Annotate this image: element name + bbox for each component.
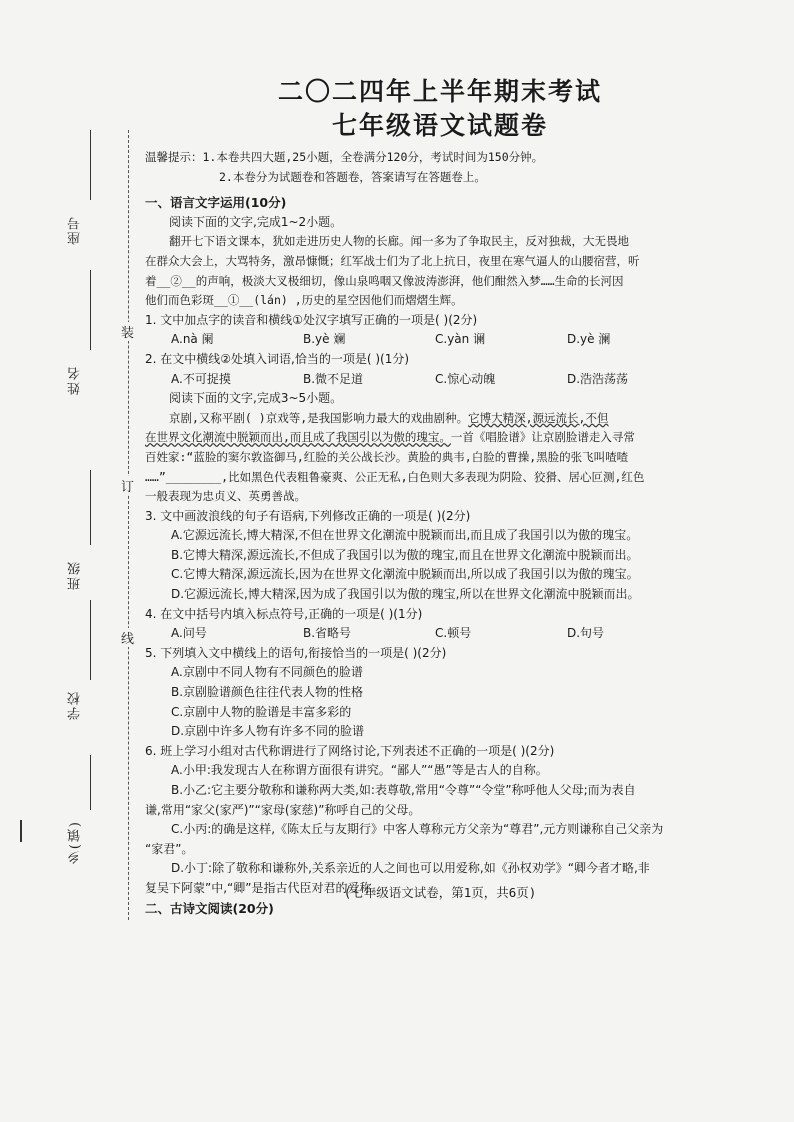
seat-blank-line bbox=[90, 130, 91, 200]
q2-option-b: B.微不足道 bbox=[303, 371, 364, 386]
q2-option-c: C.惊心动魄 bbox=[435, 371, 496, 386]
q6-option-a: A.小甲:我发现古人在称谓方面很有讲究。“鄙人”“愚”等是古人的自称。 bbox=[171, 763, 548, 778]
exam-title: 二〇二四年上半年期末考试 bbox=[277, 77, 602, 106]
q4-option-d: D.句号 bbox=[567, 626, 605, 641]
passage-2-line bbox=[145, 409, 745, 429]
wavy-sentence-part: 它博大精深,源远流长,不但 bbox=[468, 410, 609, 425]
side-label-town: 乡(镇) bbox=[68, 820, 83, 865]
q6-option-b: B.小乙:它主要分敬称和谦称两大类,如:表尊敬,常用“令尊”“令堂”称呼他人父母;而为表自 bbox=[171, 783, 636, 797]
page-footer: (七年级语文试卷，第1页，共6页) bbox=[343, 885, 537, 900]
q3-option-d: D.它源远流长,博大精深,因为成了我国引以为傲的瑰宝,所以在世界文化潮流中脱颖而出。 bbox=[171, 587, 640, 602]
q1-option-a: A.nà 阑 bbox=[171, 332, 214, 347]
passage-2-line: ……”________,比如黑色代表粗鲁豪爽、公正无私,白色则大多表现为阴险、狡猾、居心叵测,红色 bbox=[145, 469, 645, 484]
question-4: 4. 在文中括号内填入标点符号,正确的一项是( )(1分) bbox=[145, 606, 423, 621]
passage-2-text: 一首《唱脸谱》让京剧脸谱走入寻常 bbox=[450, 430, 635, 445]
q5-option-c: C.京剧中人物的脸谱是丰富多彩的 bbox=[171, 704, 352, 719]
notice-line-2: 2.本卷分为试题卷和答题卷，答案请写在答题卷上。 bbox=[219, 169, 486, 184]
passage-1-line: 在群众大会上，大骂特务，激昂慷慨；红军战士们为了北上抗日，夜里在寒气逼人的山腰宿营，听 bbox=[145, 253, 640, 268]
q2-option-a: A.不可捉摸 bbox=[171, 371, 231, 386]
passage-2-line: 一般表现为忠贞义、英勇善战。 bbox=[145, 489, 306, 504]
q5-option-a: A.京剧中不同人物有不同颜色的脸谱 bbox=[171, 665, 363, 680]
binding-dashed-line bbox=[128, 130, 129, 920]
q2-option-d: D.浩浩荡荡 bbox=[567, 371, 629, 386]
school-blank-line bbox=[90, 600, 91, 680]
q6-option-c-cont: “家君”。 bbox=[145, 841, 194, 856]
side-label-class: 班级 bbox=[68, 560, 83, 590]
q6-option-d: D.小丁:除了敬称和谦称外,关系亲近的人之间也可以用爱称,如《孙权劝学》“卿今者才略,非 bbox=[171, 861, 650, 876]
passage-2-line: 百姓家:“蓝脸的窦尔敦盗御马,红脸的关公战长沙。黄脸的典韦,白脸的曹操,黑脸的张飞叫喳喳 bbox=[145, 449, 629, 464]
page-edge-mark bbox=[20, 820, 22, 842]
side-label-seat: 座号 bbox=[68, 215, 83, 245]
question-1-options bbox=[145, 330, 745, 350]
question-2: 2. 在文中横线②处填入词语,恰当的一项是( )(1分) bbox=[145, 351, 410, 366]
wavy-sentence-part: 在世界文化潮流中脱颖而出,而且成了我国引以为傲的瑰宝。 bbox=[145, 430, 451, 445]
passage-1-line: 翻开七下语文课本，犹如走进历史人物的长廊。闻一多为了争取民主，反对独裁，大无畏地 bbox=[169, 234, 629, 249]
exam-subtitle: 七年级语文试题卷 bbox=[331, 111, 548, 140]
side-label-school: 学校 bbox=[68, 690, 83, 720]
binding-char-xian: 线 bbox=[121, 628, 134, 647]
q3-option-c: C.它博大精深,源远流长,因为在世界文化潮流中脱颖而出,所以成了我国引以为傲的瑰宝。 bbox=[171, 567, 639, 582]
q6-option-c: C.小丙:的确是这样,《陈太丘与友期行》中客人尊称元方父亲为“尊君”,元方则谦称自己父亲为 bbox=[171, 822, 664, 837]
read-instruction-1: 阅读下面的文字,完成1~2小题。 bbox=[169, 214, 343, 229]
q5-option-d: D.京剧中许多人物有许多不同的脸谱 bbox=[171, 724, 365, 739]
question-5: 5. 下列填入文中横线上的语句,衔接恰当的一项是( )(2分) bbox=[145, 645, 447, 660]
question-6: 6. 班上学习小组对古代称谓进行了网络讨论,下列表述不正确的一项是( )(2分) bbox=[145, 743, 555, 758]
q1-option-b: B.yè 斓 bbox=[303, 332, 346, 347]
q5-option-b: B.京剧脸谱颜色往往代表人物的性格 bbox=[171, 685, 364, 700]
read-instruction-2: 阅读下面的文字,完成3~5小题。 bbox=[169, 391, 343, 406]
passage-1-line: 他们而色彩斑__①__(lán) ,历史的星空因他们而熠熠生辉。 bbox=[145, 293, 463, 308]
q1-option-d: D.yè 澜 bbox=[567, 332, 611, 347]
notice-line-1: 温馨提示：1.本卷共四大题,25小题，全卷满分120分，考试时间为150分钟。 bbox=[145, 150, 544, 164]
question-3: 3. 文中画波浪线的句子有语病,下列修改正确的一项是( )(2分) bbox=[145, 508, 471, 523]
passage-1-line: 着__②__的声响，极淡大叉极细切，像山泉鸣咽又像波涛澎湃，他们酣然入梦……生命的长河因 bbox=[145, 273, 624, 288]
question-1: 1. 文中加点字的读音和横线①处汉字填写正确的一项是( )(2分) bbox=[145, 312, 478, 327]
passage-2-line bbox=[145, 428, 745, 448]
q4-option-c: C.顿号 bbox=[435, 626, 472, 641]
binding-char-zhuang: 装 bbox=[121, 322, 134, 341]
q4-option-a: A.问号 bbox=[171, 626, 207, 641]
q1-option-c: C.yàn 谰 bbox=[435, 332, 486, 347]
q3-option-a: A.它源远流长,博大精深,不但在世界文化潮流中脱颖而出,而且成了我国引以为傲的瑰宝。 bbox=[171, 528, 639, 543]
section-2-heading: 二、古诗文阅读(20分) bbox=[145, 900, 274, 916]
q6-option-b-cont: 谦,常用“家父(家严)”“家母(家慈)”称呼自己的父母。 bbox=[145, 802, 421, 817]
binding-char-ding: 订 bbox=[121, 476, 134, 495]
side-label-name: 姓名 bbox=[68, 365, 83, 395]
passage-2-text: 京剧,又称平剧( )京戏等,是我国影响力最大的戏曲剧种。 bbox=[169, 410, 469, 425]
class-blank-line bbox=[90, 470, 91, 545]
section-1-heading: 一、语言文字运用(10分) bbox=[145, 195, 287, 211]
question-2-options bbox=[145, 370, 745, 390]
exam-content bbox=[145, 148, 745, 918]
q3-option-b: B.它博大精深,源远流长,不但成了我国引以为傲的瑰宝,而且在世界文化潮流中脱颖而出。 bbox=[171, 547, 639, 562]
q4-option-b: B.省略号 bbox=[303, 626, 352, 641]
town-blank-line bbox=[90, 755, 91, 810]
q6-option-d-cont: 复吴下阿蒙”中,“卿”是指古代臣对君的爱称。 bbox=[145, 880, 384, 895]
name-blank-line bbox=[90, 270, 91, 350]
question-4-options bbox=[145, 624, 745, 644]
